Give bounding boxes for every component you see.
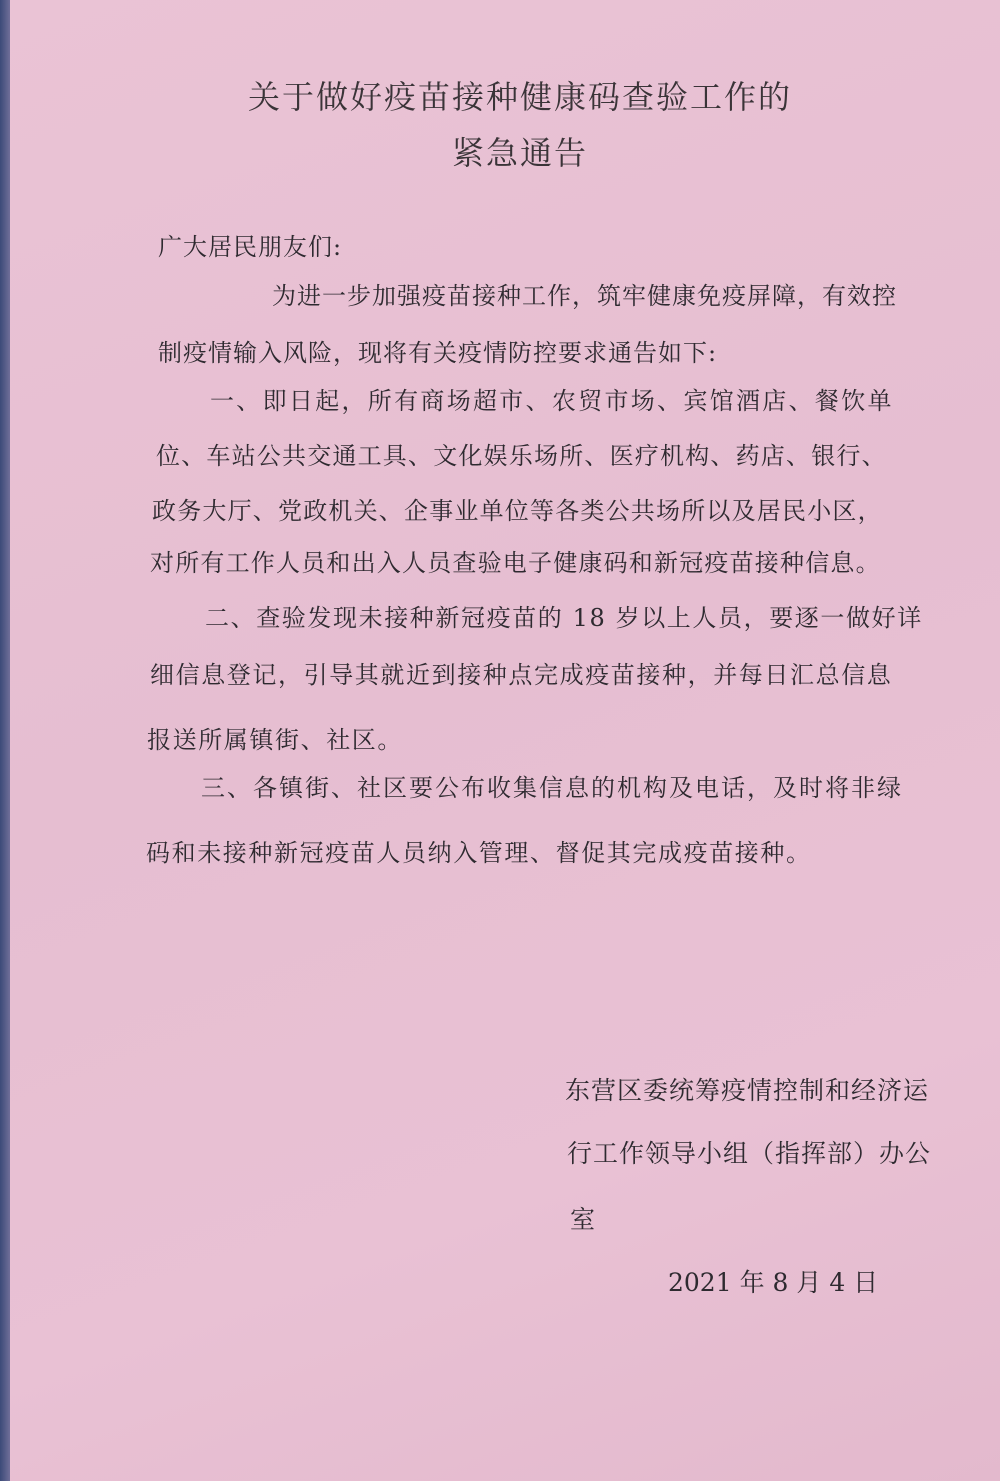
signature-org-line3: 室: [570, 1205, 596, 1234]
item1-line3: 政务大厅、党政机关、企事业单位等各类公共场所以及居民小区，: [152, 497, 883, 525]
notice-title-line1: 关于做好疫苗接种健康码查验工作的: [247, 78, 792, 116]
item2-line1: 二、查验发现未接种新冠疫苗的 18 岁以上人员，要逐一做好详: [205, 604, 923, 632]
signature-org-line1: 东营区委统筹疫情控制和经济运: [565, 1076, 930, 1105]
item3-line2: 码和未接种新冠疫苗人员纳入管理、督促其完成疫苗接种。: [146, 839, 812, 867]
signature-org-line2: 行工作领导小组（指挥部）办公: [567, 1139, 932, 1168]
item3-line1: 三、各镇街、社区要公布收集信息的机构及电话，及时将非绿: [201, 774, 903, 802]
notice-title-line2: 紧急通告: [451, 134, 588, 172]
intro-line2: 制疫情输入风险，现将有关疫情防控要求通告如下:: [158, 339, 718, 367]
item2-line3: 报送所属镇街、社区。: [147, 726, 403, 754]
item1-line2: 位、车站公共交通工具、文化娱乐场所、医疗机构、药店、银行、: [156, 442, 887, 470]
item2-line2: 细信息登记，引导其就近到接种点完成疫苗接种，并每日汇总信息: [150, 661, 893, 689]
item1-line1: 一、即日起，所有商场超市、农贸市场、宾馆酒店、餐饮单: [210, 387, 894, 415]
intro-line1: 为进一步加强疫苗接种工作，筑牢健康免疫屏障，有效控: [272, 282, 897, 310]
item1-line4: 对所有工作人员和出入人员查验电子健康码和新冠疫苗接种信息。: [150, 549, 881, 577]
salutation: 广大居民朋友们:: [158, 233, 343, 261]
signature-date: 2021 年 8 月 4 日: [668, 1268, 879, 1297]
